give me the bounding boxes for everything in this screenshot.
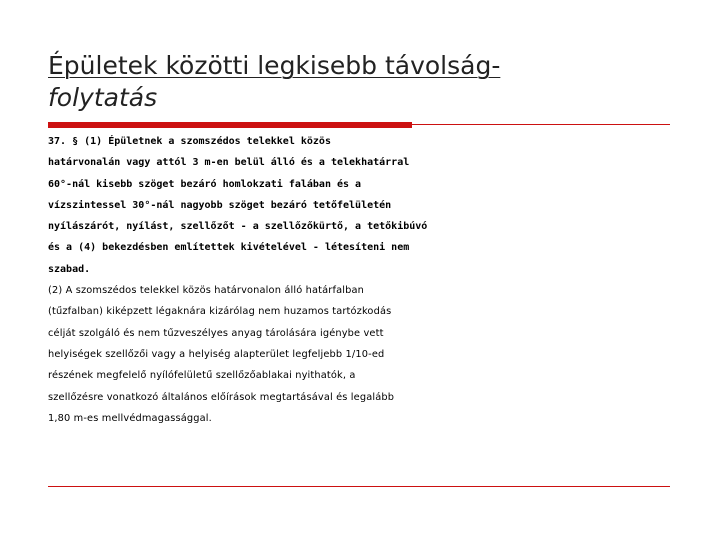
paragraph-1-line: nyílászárót, nyílást, szellőzőt - a szellőzőkürtő, a tetőkibúvó — [48, 221, 428, 233]
paragraph-1-line: szabad. — [48, 263, 91, 275]
title-divider-line — [412, 124, 670, 125]
slide-title-line1: Épületek közötti legkisebb távolság- — [48, 51, 501, 80]
paragraph-1-line: vízszintessel 30°-nál nagyobb szöget bezáró tetőfelületén — [48, 199, 392, 211]
paragraph-2-line: részének megfelelő nyílófelületű szellőzőablakai nyithatók, a — [48, 370, 356, 382]
slide-body — [48, 131, 678, 429]
paragraph-2-line: (2) A szomszédos telekkel közös határvonalon álló határfalban — [48, 285, 364, 297]
paragraph-1-line: és a (4) bekezdésben említettek kivételével - létesíteni nem — [48, 242, 410, 254]
paragraph-2-line: szellőzésre vonatkozó általános előírások megtartásával és legalább — [48, 391, 395, 403]
paragraph-2-line: célját szolgáló és nem tűzveszélyes anyag tárolására igénybe vett — [48, 327, 384, 339]
paragraph-2-line: 1,80 m-es mellvédmagassággal. — [48, 412, 212, 424]
title-accent-bar — [48, 122, 412, 128]
slide-title — [48, 50, 688, 114]
paragraph-1-line: 60°-nál kisebb szöget bezáró homlokzati falában és a — [48, 178, 362, 190]
paragraph-2-line: helyiségek szellőzői vagy a helyiség alapterület legfeljebb 1/10-ed — [48, 348, 385, 360]
paragraph-1-line: 37. § (1) Épületnek a szomszédos telekkel közös — [48, 136, 331, 147]
footer-divider-line — [48, 486, 670, 487]
slide-title-line2: folytatás — [48, 83, 158, 112]
paragraph-2-line: (tűzfalban) kiképzett légaknára kizárólag nem huzamos tartózkodás — [48, 306, 392, 318]
paragraph-1-line: határvonalán vagy attól 3 m-en belül álló és a telekhatárral — [48, 157, 410, 169]
